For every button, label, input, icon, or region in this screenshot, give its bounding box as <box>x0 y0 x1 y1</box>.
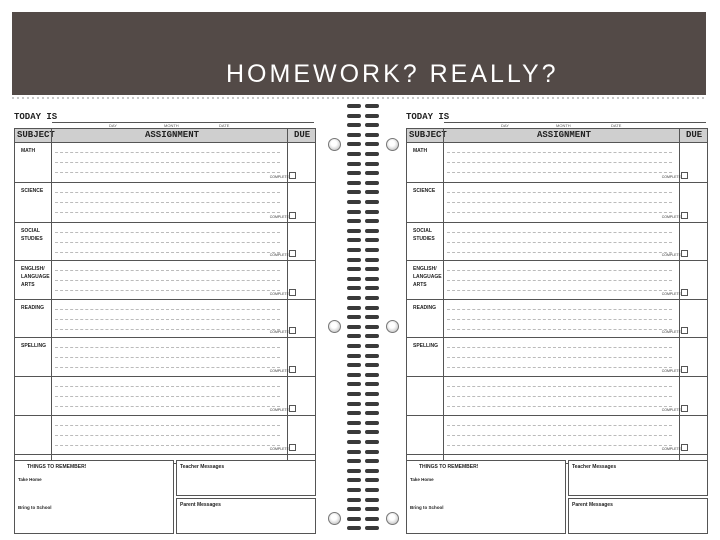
subject-header: SUBJECT <box>409 130 447 140</box>
bring-to-school-label: Bring to School <box>18 505 52 510</box>
subject-row <box>407 338 707 377</box>
spiral-coil <box>345 238 385 243</box>
spiral-coil <box>345 459 385 464</box>
assignment-line[interactable] <box>447 425 672 426</box>
assignment-line[interactable] <box>447 280 672 281</box>
subject-label: ENGLISH/ LANGUAGE ARTS <box>21 266 50 288</box>
spiral-coil <box>345 498 385 503</box>
today-row <box>14 112 314 128</box>
subject-row <box>407 261 707 300</box>
spiral-coil <box>345 258 385 263</box>
remember-title: THINGS TO REMEMBER! <box>27 464 87 470</box>
complete-label: COMPLETE <box>269 330 289 334</box>
today-label: TODAY IS <box>406 112 450 122</box>
spiral-coil <box>345 526 385 531</box>
take-home-label: Take Home <box>18 477 42 482</box>
assignment-line[interactable] <box>55 367 280 368</box>
spiral-coil <box>345 469 385 474</box>
spiral-coil <box>345 142 385 147</box>
binder-hole <box>328 320 341 333</box>
subject-row <box>407 416 707 455</box>
spiral-coil <box>345 363 385 368</box>
assignment-line[interactable] <box>55 212 280 213</box>
complete-label: COMPLETE <box>661 330 681 334</box>
subject-label: SPELLING <box>21 343 47 349</box>
assignment-line[interactable] <box>447 270 672 271</box>
due-header: DUE <box>686 130 703 140</box>
subject-row <box>15 300 315 338</box>
spiral-binding <box>345 104 385 540</box>
assignment-line[interactable] <box>55 329 280 330</box>
complete-checkbox[interactable] <box>681 289 688 296</box>
assignment-line[interactable] <box>447 357 672 358</box>
spiral-coil <box>345 315 385 320</box>
assignment-line[interactable] <box>55 280 280 281</box>
assignment-line[interactable] <box>447 152 672 153</box>
teacher-messages-label: Teacher Messages <box>572 464 617 470</box>
assignment-header: ASSIGNMENT <box>145 130 200 140</box>
spiral-coil <box>345 430 385 435</box>
spiral-coil <box>345 517 385 522</box>
assignment-line[interactable] <box>55 172 280 173</box>
spiral-coil <box>345 306 385 311</box>
planner-image <box>10 100 710 540</box>
subject-row <box>407 143 707 183</box>
dotted-divider <box>12 97 706 99</box>
subject-row <box>407 377 707 416</box>
spiral-coil <box>345 344 385 349</box>
assignment-line[interactable] <box>447 242 672 243</box>
assignment-line[interactable] <box>55 425 280 426</box>
teacher-messages-box[interactable] <box>568 460 708 496</box>
date-line[interactable] <box>52 122 314 123</box>
assignment-line[interactable] <box>447 212 672 213</box>
assignment-line[interactable] <box>55 162 280 163</box>
grid-header <box>407 129 707 143</box>
spiral-coil <box>345 277 385 282</box>
grid-header <box>15 129 315 143</box>
binder-hole <box>328 138 341 151</box>
assignment-line[interactable] <box>55 319 280 320</box>
date-line[interactable] <box>444 122 706 123</box>
assignment-line[interactable] <box>447 445 672 446</box>
subject-label: ENGLISH/ LANGUAGE ARTS <box>413 266 442 288</box>
date-sub-label: DATE <box>219 123 230 128</box>
subject-label: MATH <box>413 148 428 154</box>
subject-label: SOCIAL STUDIES <box>21 228 43 242</box>
spiral-coil <box>345 123 385 128</box>
complete-checkbox[interactable] <box>289 405 296 412</box>
complete-checkbox[interactable] <box>289 250 296 257</box>
subject-row <box>15 223 315 261</box>
complete-checkbox[interactable] <box>681 405 688 412</box>
parent-messages-label: Parent Messages <box>180 502 221 508</box>
complete-checkbox[interactable] <box>681 366 688 373</box>
spiral-coil <box>345 373 385 378</box>
spiral-coil <box>345 296 385 301</box>
spiral-coil <box>345 200 385 205</box>
complete-checkbox[interactable] <box>289 366 296 373</box>
assignment-header: ASSIGNMENT <box>537 130 592 140</box>
spiral-coil <box>345 382 385 387</box>
date-sub-label: DATE <box>611 123 622 128</box>
spiral-coil <box>345 325 385 330</box>
spiral-coil <box>345 440 385 445</box>
assignment-line[interactable] <box>55 386 280 387</box>
subject-label: MATH <box>21 148 36 154</box>
assignment-line[interactable] <box>447 406 672 407</box>
take-home-label: Take Home <box>410 477 434 482</box>
subject-label: SPELLING <box>413 343 439 349</box>
parent-messages-label: Parent Messages <box>572 502 613 508</box>
subject-label: READING <box>21 305 45 311</box>
assignment-line[interactable] <box>447 367 672 368</box>
planner-page-right <box>402 100 710 540</box>
subject-label: SCIENCE <box>413 188 436 194</box>
assignment-line[interactable] <box>447 386 672 387</box>
complete-checkbox[interactable] <box>289 327 296 334</box>
spiral-coil <box>345 392 385 397</box>
spiral-coil <box>345 181 385 186</box>
assignment-line[interactable] <box>55 290 280 291</box>
assignment-line[interactable] <box>55 435 280 436</box>
spiral-coil <box>345 133 385 138</box>
planner-page-left <box>10 100 318 540</box>
remember-box <box>14 460 174 534</box>
teacher-messages-label: Teacher Messages <box>180 464 225 470</box>
complete-label: COMPLETE <box>661 292 681 296</box>
subject-row <box>407 300 707 338</box>
spiral-coil <box>345 421 385 426</box>
complete-label: COMPLETE <box>269 253 289 257</box>
subject-row <box>15 416 315 455</box>
complete-label: COMPLETE <box>661 369 681 373</box>
assignment-line[interactable] <box>55 270 280 271</box>
complete-label: COMPLETE <box>661 215 681 219</box>
complete-checkbox[interactable] <box>681 250 688 257</box>
date-sub-label: DAY <box>501 123 509 128</box>
assignment-grid <box>406 128 708 464</box>
complete-label: COMPLETE <box>269 215 289 219</box>
spiral-coil <box>345 210 385 215</box>
subject-label: SCIENCE <box>21 188 44 194</box>
assignment-line[interactable] <box>55 252 280 253</box>
spiral-coil <box>345 114 385 119</box>
subject-label: READING <box>413 305 437 311</box>
remember-title: THINGS TO REMEMBER! <box>419 464 479 470</box>
parent-messages-box[interactable] <box>568 498 708 534</box>
parent-messages-box[interactable] <box>176 498 316 534</box>
assignment-line[interactable] <box>447 329 672 330</box>
subject-row <box>15 377 315 416</box>
complete-checkbox[interactable] <box>289 444 296 451</box>
assignment-line[interactable] <box>447 232 672 233</box>
complete-checkbox[interactable] <box>681 327 688 334</box>
spiral-coil <box>345 334 385 339</box>
assignment-line[interactable] <box>447 172 672 173</box>
assignment-line[interactable] <box>55 232 280 233</box>
complete-checkbox[interactable] <box>681 212 688 219</box>
spiral-coil <box>345 162 385 167</box>
complete-label: COMPLETE <box>269 369 289 373</box>
assignment-line[interactable] <box>447 162 672 163</box>
spiral-coil <box>345 488 385 493</box>
date-sub-label: MONTH <box>164 123 179 128</box>
spiral-coil <box>345 411 385 416</box>
spiral-coil <box>345 229 385 234</box>
assignment-line[interactable] <box>55 406 280 407</box>
subject-label: SOCIAL STUDIES <box>413 228 435 242</box>
assignment-line[interactable] <box>55 309 280 310</box>
assignment-line[interactable] <box>55 152 280 153</box>
complete-checkbox[interactable] <box>289 172 296 179</box>
subject-header: SUBJECT <box>17 130 55 140</box>
spiral-coil <box>345 354 385 359</box>
subject-row <box>15 143 315 183</box>
spiral-coil <box>345 450 385 455</box>
binder-hole <box>386 512 399 525</box>
spiral-coil <box>345 267 385 272</box>
slide-title: HOMEWORK? REALLY? <box>226 60 559 88</box>
complete-label: COMPLETE <box>269 447 289 451</box>
complete-label: COMPLETE <box>661 447 681 451</box>
assignment-line[interactable] <box>55 445 280 446</box>
assignment-line[interactable] <box>55 396 280 397</box>
due-header: DUE <box>294 130 311 140</box>
date-sub-label: MONTH <box>556 123 571 128</box>
binder-hole <box>386 138 399 151</box>
assignment-line[interactable] <box>447 319 672 320</box>
assignment-line[interactable] <box>447 435 672 436</box>
subject-row <box>15 261 315 300</box>
remember-box <box>406 460 566 534</box>
spiral-coil <box>345 507 385 512</box>
spiral-coil <box>345 248 385 253</box>
spiral-coil <box>345 402 385 407</box>
binder-hole <box>328 512 341 525</box>
spiral-coil <box>345 478 385 483</box>
assignment-line[interactable] <box>447 309 672 310</box>
subject-row <box>407 183 707 223</box>
spiral-coil <box>345 286 385 291</box>
spiral-coil <box>345 219 385 224</box>
assignment-line[interactable] <box>447 290 672 291</box>
assignment-line[interactable] <box>55 192 280 193</box>
spiral-coil <box>345 171 385 176</box>
complete-label: COMPLETE <box>661 175 681 179</box>
binder-hole <box>386 320 399 333</box>
assignment-line[interactable] <box>55 347 280 348</box>
assignment-grid <box>14 128 316 464</box>
today-label: TODAY IS <box>14 112 58 122</box>
today-row <box>406 112 706 128</box>
assignment-line[interactable] <box>447 252 672 253</box>
complete-checkbox[interactable] <box>681 444 688 451</box>
spiral-coil <box>345 152 385 157</box>
complete-label: COMPLETE <box>661 408 681 412</box>
complete-label: COMPLETE <box>269 408 289 412</box>
subject-row <box>15 338 315 377</box>
date-sub-label: DAY <box>109 123 117 128</box>
complete-label: COMPLETE <box>269 292 289 296</box>
complete-label: COMPLETE <box>661 253 681 257</box>
spiral-coil <box>345 104 385 109</box>
assignment-line[interactable] <box>447 192 672 193</box>
assignment-line[interactable] <box>55 202 280 203</box>
assignment-line[interactable] <box>55 242 280 243</box>
teacher-messages-box[interactable] <box>176 460 316 496</box>
assignment-line[interactable] <box>447 202 672 203</box>
bring-to-school-label: Bring to School <box>410 505 444 510</box>
complete-label: COMPLETE <box>269 175 289 179</box>
assignment-line[interactable] <box>55 357 280 358</box>
assignment-line[interactable] <box>447 347 672 348</box>
complete-checkbox[interactable] <box>681 172 688 179</box>
assignment-line[interactable] <box>447 396 672 397</box>
subject-row <box>407 223 707 261</box>
subject-row <box>15 183 315 223</box>
spiral-coil <box>345 190 385 195</box>
complete-checkbox[interactable] <box>289 289 296 296</box>
complete-checkbox[interactable] <box>289 212 296 219</box>
